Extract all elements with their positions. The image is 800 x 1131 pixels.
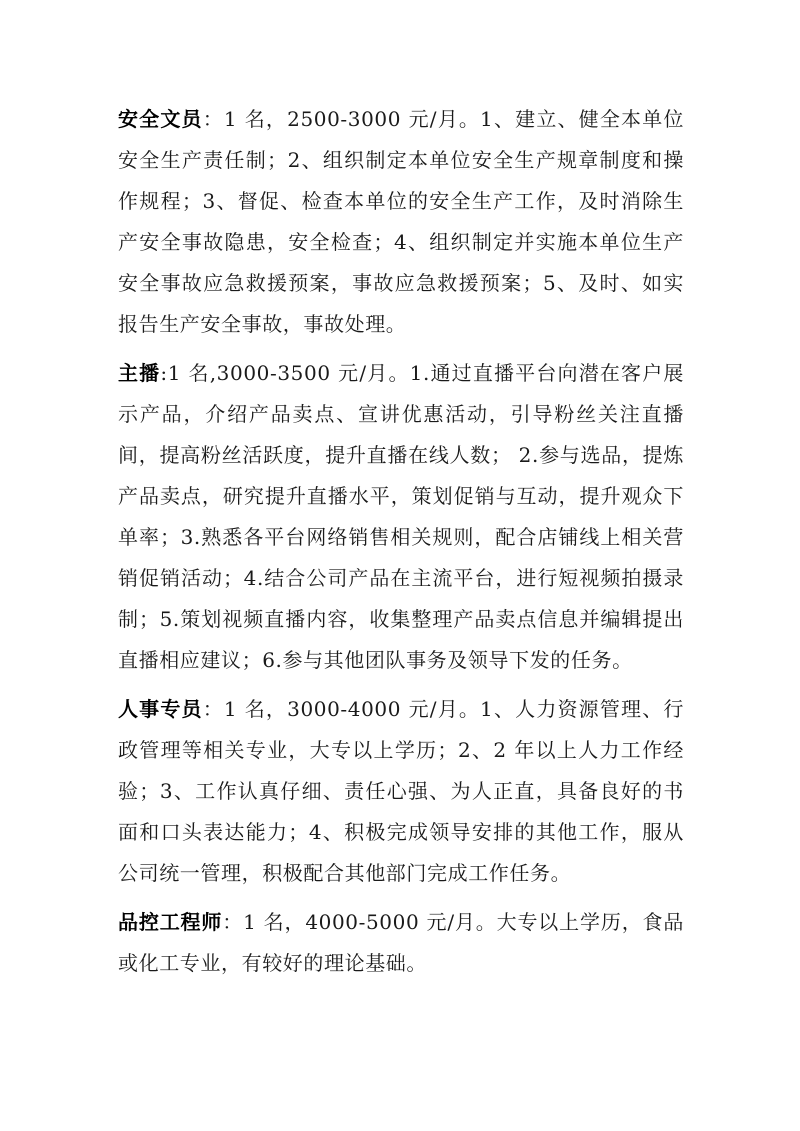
job-title-hr-specialist: 人事专员 — [118, 697, 203, 721]
job-paragraph-streamer — [118, 353, 684, 681]
job-description-safety-clerk: ：1 名，2500-3000 元/月。1、建立、健全本单位安全生产责任制；2、组织制定本单位安全生产规章制度和操作规程；3、督促、检查本单位的安全生产工作，及时消除生产安全事故隐患，安全检查；4、组织制定并实施本单位生产安全事故应急救援预案，事故应急救援预案；5、及时、如实报告生产安全事故，事故处理。 — [118, 107, 684, 336]
job-paragraph-qc-engineer — [118, 902, 684, 984]
job-description-streamer: :1 名,3000-3500 元/月。1.通过直播平台向潜在客户展示产品，介绍产品卖点、宣讲优惠活动，引导粉丝关注直播间，提高粉丝活跃度，提升直播在线人数； 2.参与选品，提炼产品卖点，研究提升直播水平，策划促销与互动，提升观众下单率；3.熟悉各平台网络销售相关规则，配合店铺线上相关营销促销活动；4.结合公司产品在主流平台，进行短视频拍摄录制；5.策划视频直播内容，收集整理产品卖点信息并编辑提出直播相应建议；6.参与其他团队事务及领导下发的任务。 — [118, 361, 684, 672]
job-title-qc-engineer: 品控工程师 — [118, 910, 223, 934]
job-paragraph-safety-clerk — [118, 99, 684, 345]
job-title-streamer: 主播 — [118, 361, 161, 385]
job-paragraph-hr-specialist — [118, 689, 684, 894]
job-listing-content — [118, 99, 684, 992]
job-description-hr-specialist: ：1 名，3000-4000 元/月。1、人力资源管理、行政管理等相关专业，大专以上学历；2、2 年以上人力工作经验；3、工作认真仔细、责任心强、为人正直，具备良好的书面和口头表达能力；4、积极完成领导安排的其他工作，服从公司统一管理，积极配合其他部门完成工作任务。 — [118, 697, 684, 885]
job-title-safety-clerk: 安全文员 — [118, 107, 203, 131]
job-description-qc-engineer: ：1 名，4000-5000 元/月。大专以上学历，食品或化工专业，有较好的理论基础。 — [118, 910, 684, 975]
